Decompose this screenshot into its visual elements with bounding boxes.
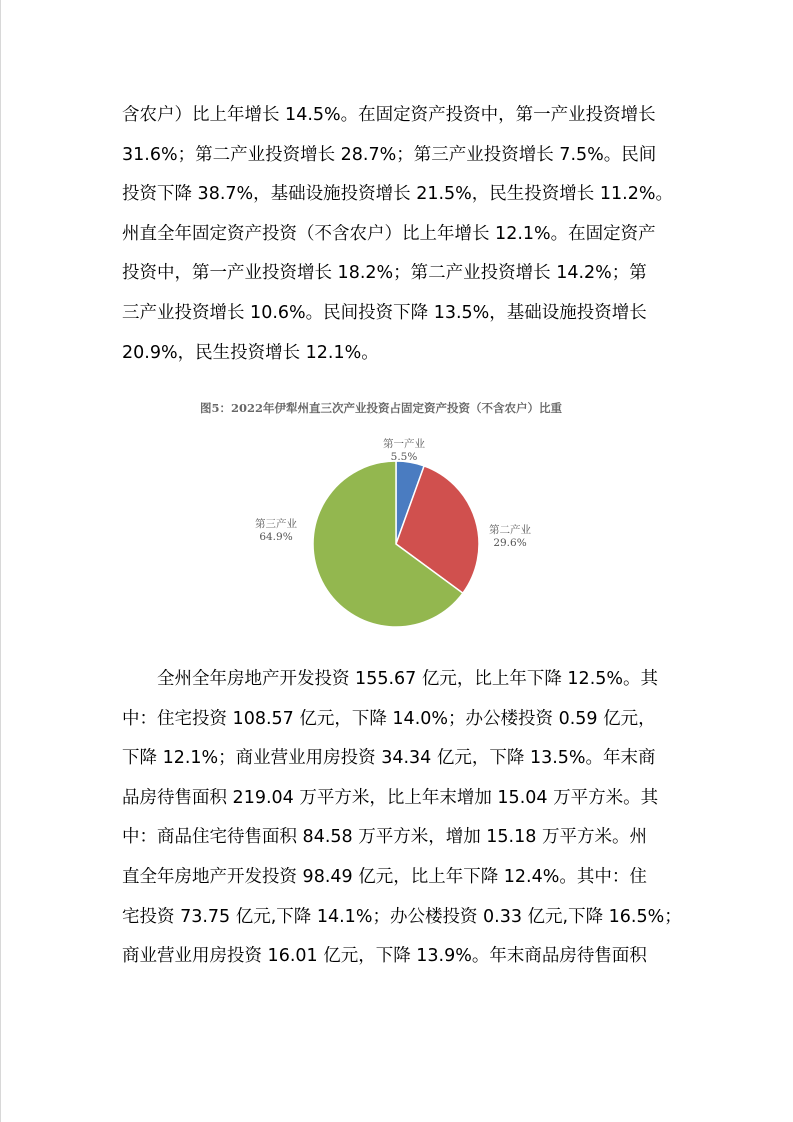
paragraph-fixed-asset-investment [122, 96, 682, 373]
text-line: 中：商品住宅待售面积 84.58 万平方米，增加 15.18 万平方米。州 [122, 827, 647, 848]
slice-name: 第一产业 [383, 438, 425, 450]
slice-value: 29.6% [493, 537, 527, 549]
text-line: 州直全年固定资产投资（不含农户）比上年增长 12.1%。在固定资产 [122, 223, 656, 244]
text-line: 三产业投资增长 10.6%。民间投资下降 13.5%，基础设施投资增长 [122, 302, 647, 323]
text-line: 含农户）比上年增长 14.5%。在固定资产投资中，第一产业投资增长 [122, 105, 656, 125]
paragraph-real-estate-investment [122, 660, 682, 977]
slice-label-primary [374, 438, 434, 464]
text-line: 下降 12.1%；商业营业用房投资 34.34 亿元，下降 13.5%。年末商 [122, 748, 656, 769]
figure-title: 图5：2022年伊犁州直三次产业投资占固定资产投资（不含农户）比重 [200, 401, 563, 415]
pie-chart-figure [190, 398, 630, 638]
slice-value: 5.5% [390, 451, 418, 463]
slice-name: 第三产业 [255, 518, 297, 530]
text-line: 直全年房地产开发投资 98.49 亿元，比上年下降 12.4%。其中：住 [122, 866, 647, 887]
slice-label-secondary [480, 524, 540, 550]
slice-value: 64.9% [259, 531, 293, 543]
text-line: 31.6%；第二产业投资增长 28.7%；第三产业投资增长 7.5%。民间 [122, 144, 657, 165]
text-line: 商业营业用房投资 16.01 亿元，下降 13.9%。年末商品房待售面积 [122, 946, 647, 967]
text-line: 品房待售面积 219.04 万平方米，比上年末增加 15.04 万平方米。其 [122, 787, 659, 808]
slice-label-tertiary [246, 518, 306, 544]
slice-name: 第二产业 [489, 524, 531, 536]
text-line: 投资中，第一产业投资增长 18.2%；第二产业投资增长 14.2%；第 [122, 263, 647, 284]
text-line: 宅投资 73.75 亿元,下降 14.1%；办公楼投资 0.33 亿元,下降 16.5%； [122, 906, 682, 927]
text-line: 20.9%，民生投资增长 12.1%。 [122, 342, 379, 363]
page-edge [0, 0, 1, 1122]
text-line: 中：住宅投资 108.57 亿元，下降 14.0%；办公楼投资 0.59 亿元， [122, 708, 656, 729]
text-line: 全州全年房地产开发投资 155.67 亿元，比上年下降 12.5%。其 [157, 669, 659, 689]
text-line: 投资下降 38.7%，基础设施投资增长 21.5%，民生投资增长 11.2%。 [122, 184, 673, 205]
